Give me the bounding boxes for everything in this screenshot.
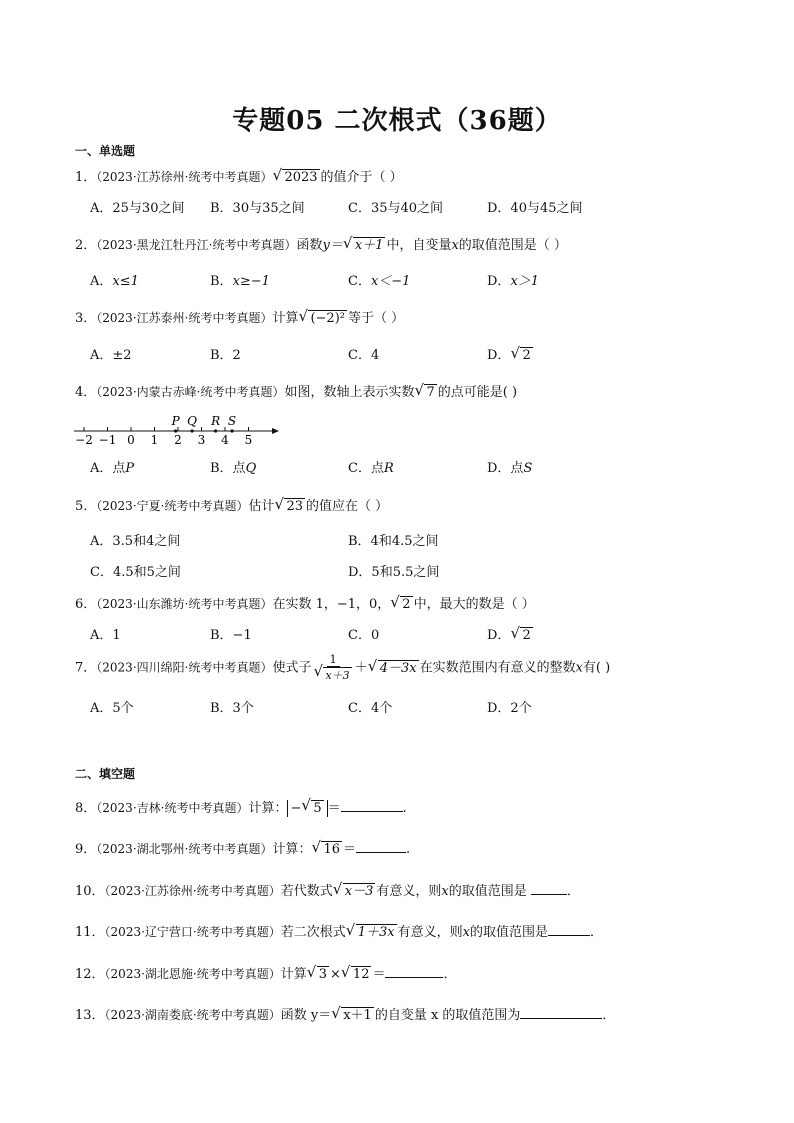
q3-option-b[interactable]: B．2 bbox=[210, 348, 241, 363]
question-text: 函数 y＝ bbox=[280, 1008, 332, 1023]
sqrt-expression: √ x－3 bbox=[334, 883, 376, 899]
axis-arrow bbox=[272, 428, 279, 434]
q2-option-a[interactable]: A．x≤1 bbox=[90, 274, 139, 289]
question-source: （2023·江苏泰州·统考中考真题） bbox=[96, 311, 273, 325]
tick-label: 0 bbox=[127, 433, 135, 447]
section-heading-single-choice: 一、单选题 bbox=[75, 144, 136, 158]
q5-option-d[interactable]: D．5和5.5之间 bbox=[348, 565, 440, 580]
point-label: R bbox=[211, 414, 221, 428]
equals-sign: ＝ bbox=[372, 967, 386, 982]
question-text: 中，最大的数是（ ） bbox=[413, 597, 535, 612]
question-source: （2023·湖南娄底·统考中考真题） bbox=[104, 1008, 281, 1022]
q1-option-d[interactable]: D．40与45之间 bbox=[487, 201, 583, 216]
question-9 bbox=[75, 838, 410, 857]
q5-option-c[interactable]: C．4.5和5之间 bbox=[90, 565, 181, 580]
times-sign: × bbox=[330, 967, 341, 982]
q6-option-d[interactable]: D．√ 2 bbox=[487, 624, 534, 643]
sqrt-expression: √ x＋1 bbox=[332, 1007, 374, 1023]
tick-label: −1 bbox=[98, 433, 117, 447]
sqrt-expression: √ 2 bbox=[391, 596, 412, 612]
q4-option-b[interactable]: B．点Q bbox=[210, 461, 257, 476]
sqrt-expression: √ 16 bbox=[312, 841, 342, 857]
question-source: （2023·吉林·统考中考真题） bbox=[96, 801, 249, 815]
question-number: 8． bbox=[75, 801, 97, 816]
question-2 bbox=[75, 234, 567, 253]
question-source: （2023·湖北鄂州·统考中考真题） bbox=[96, 842, 273, 856]
question-number: 13． bbox=[75, 1008, 105, 1023]
question-text: 有意义，则 bbox=[397, 925, 463, 940]
tick-label: 2 bbox=[174, 433, 182, 447]
period: ． bbox=[443, 967, 457, 982]
period: ． bbox=[566, 884, 580, 899]
question-text: 的值应在（ ） bbox=[306, 499, 389, 514]
q6-option-a[interactable]: A．1 bbox=[90, 628, 121, 643]
tick-label: −2 bbox=[75, 433, 93, 447]
sqrt-expression: √ 4－3x bbox=[369, 660, 419, 676]
question-number: 7． bbox=[75, 660, 97, 676]
question-number: 1． bbox=[75, 170, 97, 185]
q2-option-b[interactable]: B．x≥−1 bbox=[210, 274, 270, 289]
q2-option-d[interactable]: D．x＞1 bbox=[487, 274, 540, 289]
sqrt-expression: √ 3 bbox=[308, 966, 329, 982]
section-heading-fill-in: 二、填空题 bbox=[75, 767, 136, 781]
question-text: 若代数式 bbox=[280, 884, 333, 899]
q6-option-b[interactable]: B．−1 bbox=[210, 628, 252, 643]
point-label: P bbox=[171, 414, 180, 428]
question-text: 的取值范围是 bbox=[469, 925, 548, 940]
number-line-figure bbox=[72, 405, 282, 447]
question-text: 在实数范围内有意义的整数 bbox=[419, 660, 576, 676]
question-text: 有( ) bbox=[582, 660, 611, 676]
sqrt-expression: √ x＋1 bbox=[344, 237, 386, 253]
question-text: 有意义，则 bbox=[376, 884, 442, 899]
answer-blank[interactable] bbox=[356, 840, 406, 853]
question-number: 6． bbox=[75, 597, 97, 612]
question-text: 如图，数轴上表示实数 bbox=[284, 385, 415, 400]
question-3 bbox=[75, 307, 404, 326]
question-10 bbox=[75, 880, 580, 899]
question-13 bbox=[75, 1004, 615, 1023]
question-number: 5． bbox=[75, 499, 97, 514]
question-text: 的自变量 x 的取值范围为 bbox=[374, 1008, 521, 1023]
question-text: 计算 bbox=[280, 967, 307, 982]
q4-option-d[interactable]: D．点S bbox=[487, 461, 533, 476]
q3-option-d[interactable]: D．√ 2 bbox=[487, 344, 534, 363]
question-8 bbox=[75, 797, 407, 817]
q1-option-c[interactable]: C．35与40之间 bbox=[348, 201, 444, 216]
sqrt-expression: √ 12 bbox=[342, 966, 372, 982]
answer-blank[interactable] bbox=[531, 882, 567, 895]
tick-label: 3 bbox=[197, 433, 206, 447]
question-12 bbox=[75, 963, 457, 982]
question-6 bbox=[75, 593, 535, 612]
point-label: Q bbox=[187, 414, 198, 428]
math-var: x bbox=[462, 925, 470, 940]
sqrt-expression: √ 1＋3x bbox=[347, 924, 397, 940]
period: . bbox=[402, 801, 407, 816]
question-text: 函数 bbox=[296, 238, 323, 253]
question-source: （2023·宁夏·统考中考真题） bbox=[96, 499, 249, 513]
point-marker bbox=[174, 429, 177, 432]
plus-sign: ＋ bbox=[354, 660, 368, 676]
q4-option-c[interactable]: C．点R bbox=[348, 461, 394, 476]
question-source: （2023·湖北恩施·统考中考真题） bbox=[104, 967, 281, 981]
question-source: （2023·辽宁营口·统考中考真题） bbox=[104, 925, 281, 939]
question-7 bbox=[75, 653, 610, 683]
answer-blank[interactable] bbox=[341, 799, 403, 812]
sqrt-expression: √ 7 bbox=[415, 384, 436, 400]
question-number: 11． bbox=[75, 925, 105, 940]
sqrt-expression: √ 23 bbox=[275, 498, 305, 514]
tick-label: 5 bbox=[244, 433, 253, 447]
question-text: 若二次根式 bbox=[280, 925, 346, 940]
question-text: 中，自变量 bbox=[386, 238, 452, 253]
math-var: x bbox=[441, 884, 449, 899]
answer-blank[interactable] bbox=[385, 965, 443, 978]
question-text: 计算 bbox=[272, 311, 299, 326]
question-number: 2． bbox=[75, 238, 97, 253]
question-number: 12． bbox=[75, 967, 105, 982]
question-text: 在实数 1，−1，0， bbox=[272, 597, 391, 612]
point-label: S bbox=[227, 414, 237, 428]
page-title: 专题05 二次根式（36题） bbox=[232, 106, 562, 136]
question-text: 等于（ ） bbox=[348, 311, 405, 326]
tick-label: 1 bbox=[150, 433, 159, 447]
point-marker bbox=[214, 429, 217, 432]
sqrt-expression: √ 2023 bbox=[273, 169, 319, 185]
math-lhs: y＝ bbox=[322, 238, 343, 253]
question-text: 的点可能是( ) bbox=[437, 385, 518, 400]
question-source: （2023·山东潍坊·统考中考真题） bbox=[96, 597, 273, 611]
answer-blank[interactable] bbox=[548, 923, 590, 936]
q1-option-b[interactable]: B．30与35之间 bbox=[210, 201, 305, 216]
question-number: 9． bbox=[75, 842, 97, 857]
q3-option-a[interactable]: A．±2 bbox=[90, 348, 132, 363]
point-marker bbox=[191, 429, 194, 432]
math-var: x bbox=[575, 660, 583, 676]
question-5 bbox=[75, 495, 388, 514]
absolute-value: −√ 5 bbox=[287, 800, 327, 817]
q2-option-c[interactable]: C．x＜−1 bbox=[348, 274, 411, 289]
question-source: （2023·江苏徐州·统考中考真题） bbox=[104, 884, 281, 898]
question-11 bbox=[75, 921, 603, 940]
math-var: x bbox=[451, 238, 459, 253]
sqrt-expression: √ (−2)² bbox=[299, 310, 347, 326]
question-text: 的取值范围是（ ） bbox=[458, 238, 567, 253]
q6-option-c[interactable]: C．0 bbox=[348, 628, 380, 643]
q3-option-c[interactable]: C．4 bbox=[348, 348, 380, 363]
question-number: 10． bbox=[75, 884, 105, 899]
question-number: 3． bbox=[75, 311, 97, 326]
answer-blank[interactable] bbox=[520, 1006, 602, 1019]
question-text: 的值介于（ ） bbox=[320, 170, 403, 185]
equals-sign: ＝ bbox=[343, 842, 357, 857]
q7-option-c[interactable]: C．4个 bbox=[348, 701, 393, 716]
q1-option-a[interactable]: A．25与30之间 bbox=[90, 201, 185, 216]
question-source: （2023·内蒙古赤峰·统考中考真题） bbox=[96, 385, 285, 399]
question-text: 计算： bbox=[248, 801, 288, 816]
fraction: 1 √ x＋3 bbox=[313, 653, 352, 683]
q7-option-b[interactable]: B．3个 bbox=[210, 701, 254, 716]
equals-sign: ＝ bbox=[327, 801, 341, 816]
question-text: 估计 bbox=[248, 499, 275, 514]
period: ． bbox=[602, 1008, 616, 1023]
period: . bbox=[406, 842, 411, 857]
q5-option-b[interactable]: B．4和4.5之间 bbox=[348, 534, 439, 549]
q7-option-d[interactable]: D．2个 bbox=[487, 701, 532, 716]
question-4 bbox=[75, 381, 517, 400]
question-source: （2023·四川绵阳·统考中考真题） bbox=[96, 660, 273, 675]
question-text: 计算： bbox=[272, 842, 312, 857]
q5-option-a[interactable]: A．3.5和4之间 bbox=[90, 534, 181, 549]
q4-option-a[interactable]: A．点P bbox=[90, 461, 135, 476]
question-number: 4． bbox=[75, 385, 97, 400]
question-1 bbox=[75, 166, 403, 185]
question-text: 使式子 bbox=[272, 660, 312, 676]
question-source: （2023·江苏徐州·统考中考真题） bbox=[96, 170, 273, 184]
tick-label: 4 bbox=[221, 433, 229, 447]
point-marker bbox=[230, 429, 233, 432]
q7-option-a[interactable]: A．5个 bbox=[90, 701, 134, 716]
period: ． bbox=[589, 925, 603, 940]
question-text: 的取值范围是 bbox=[448, 884, 527, 899]
question-source: （2023·黑龙江牡丹江·统考中考真题） bbox=[96, 238, 297, 252]
